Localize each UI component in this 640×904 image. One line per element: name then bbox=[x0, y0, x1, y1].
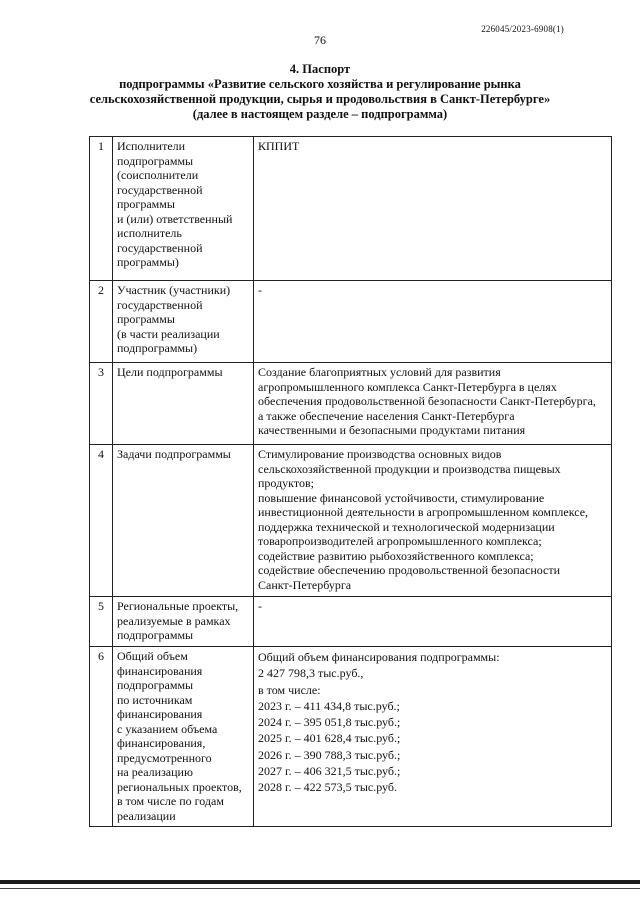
row-label-line: программы bbox=[117, 312, 175, 326]
row-number: 3 bbox=[90, 363, 113, 445]
row-label-line: Цели подпрограммы bbox=[117, 365, 223, 379]
row-value-line: содействие развитию рыбохозяйственного комплекса; bbox=[258, 548, 534, 563]
row-label-line: программы) bbox=[117, 255, 179, 269]
row-label bbox=[113, 445, 254, 597]
row-value-line: Общий объем финансирования подпрограммы: bbox=[258, 650, 500, 664]
row-label-line: региональных проектов, bbox=[117, 779, 242, 794]
row-label-line: подпрограммы bbox=[117, 628, 194, 642]
passport-row bbox=[90, 597, 612, 647]
row-value-line: агропромышленного комплекса Санкт-Петербурга в целях bbox=[258, 379, 557, 394]
row-value-line: в том числе: bbox=[258, 682, 321, 697]
row-label-line: государственной bbox=[117, 297, 203, 312]
row-value-line: Санкт-Петербурга bbox=[258, 577, 352, 592]
row-value-line: - bbox=[258, 599, 262, 613]
row-label-line: реализации bbox=[117, 808, 176, 823]
row-label-line: Общий объем bbox=[117, 649, 188, 663]
row-value-line: 2024 г. – 395 051,8 тыс.руб.; bbox=[258, 715, 401, 730]
row-label-line: государственной bbox=[117, 240, 203, 255]
row-label-line: на реализацию bbox=[117, 765, 193, 779]
passport-row bbox=[90, 137, 612, 281]
row-value-line: Создание благоприятных условий для развития bbox=[258, 365, 501, 379]
row-label bbox=[113, 597, 254, 647]
row-value-line: повышение финансовой устойчивости, стимулирование bbox=[258, 490, 545, 505]
title-line: 4. Паспорт bbox=[289, 62, 351, 76]
passport-row bbox=[90, 445, 612, 597]
row-number: 2 bbox=[90, 281, 113, 363]
row-value bbox=[254, 445, 612, 597]
row-label bbox=[113, 363, 254, 445]
row-value-line: качественными и безопасными продуктами питания bbox=[258, 423, 526, 437]
row-value-line: обеспечения продовольственной безопасности Санкт-Петербурга, bbox=[258, 394, 596, 408]
passport-table-body bbox=[90, 137, 612, 827]
row-value-line: 2 427 798,3 тыс.руб., bbox=[258, 666, 364, 681]
row-label-line: и (или) ответственный bbox=[117, 211, 233, 226]
row-label bbox=[113, 647, 254, 827]
row-value-line: - bbox=[258, 283, 262, 297]
title-line: (далее в настоящем разделе – подпрограмма) bbox=[192, 107, 448, 121]
row-value-line: 2027 г. – 406 321,5 тыс.руб.; bbox=[258, 764, 401, 779]
row-label-line: по источникам bbox=[117, 692, 193, 707]
row-label-line: Региональные проекты, bbox=[117, 599, 239, 613]
row-label-line: финансирования bbox=[117, 707, 203, 721]
row-label-line: Задачи подпрограммы bbox=[117, 447, 231, 461]
row-label-line: финансирования bbox=[117, 663, 203, 678]
row-value-line: 2026 г. – 390 788,3 тыс.руб.; bbox=[258, 747, 401, 762]
row-value-line: поддержка технической и технологической модернизации bbox=[258, 519, 555, 534]
row-label-line: финансирования, bbox=[117, 736, 206, 750]
row-value-line: сельскохозяйственной продукции и производства пищевых bbox=[258, 461, 561, 476]
row-label-line: реализуемые в рамках bbox=[117, 613, 231, 628]
page-bottom-rule-thin bbox=[0, 888, 640, 889]
row-label-line: (соисполнители bbox=[117, 168, 199, 182]
row-label-line: (в части реализации bbox=[117, 326, 220, 341]
row-value-line: а также обеспечение населения Санкт-Петербурга bbox=[258, 408, 515, 423]
row-label-line: подпрограммы) bbox=[117, 341, 198, 355]
row-value-line: товаропроизводителей агропромышленного комплекса; bbox=[258, 534, 542, 548]
section-title bbox=[40, 62, 600, 122]
row-number: 6 bbox=[90, 647, 113, 827]
row-value-line: содействие обеспечению продовольственной безопасности bbox=[258, 563, 561, 577]
row-value bbox=[254, 647, 612, 827]
page-bottom-rule bbox=[0, 880, 640, 884]
row-value-line: инвестиционной деятельности в агропромышленном комплексе, bbox=[258, 505, 589, 519]
passport-table bbox=[89, 136, 612, 827]
row-label-line: государственной bbox=[117, 182, 203, 197]
row-number: 4 bbox=[90, 445, 113, 597]
title-line: подпрограммы «Развитие сельского хозяйства и регулирование рынка bbox=[119, 77, 521, 91]
row-value-line: 2025 г. – 401 628,4 тыс.руб.; bbox=[258, 731, 401, 746]
row-value bbox=[254, 363, 612, 445]
row-value bbox=[254, 137, 612, 281]
row-value-line: КППИТ bbox=[258, 139, 300, 153]
row-label-line: в том числе по годам bbox=[117, 794, 224, 808]
row-value bbox=[254, 597, 612, 647]
row-label-line: подпрограммы bbox=[117, 153, 194, 168]
row-label-line: Исполнители bbox=[117, 139, 186, 153]
row-value-line: Стимулирование производства основных видов bbox=[258, 447, 502, 461]
row-label-line: подпрограммы bbox=[117, 678, 194, 692]
passport-row bbox=[90, 363, 612, 445]
row-value-line: 2023 г. – 411 434,8 тыс.руб.; bbox=[258, 698, 400, 713]
document-number: 226045/2023-6908(1) bbox=[481, 24, 564, 34]
row-number: 5 bbox=[90, 597, 113, 647]
row-label bbox=[113, 281, 254, 363]
passport-row bbox=[90, 647, 612, 827]
row-number: 1 bbox=[90, 137, 113, 281]
row-label-line: предусмотренного bbox=[117, 750, 212, 765]
title-line: сельскохозяйственной продукции, сырья и продовольствия в Санкт-Петербурге» bbox=[89, 92, 551, 106]
row-label-line: программы bbox=[117, 197, 175, 211]
page-number: 76 bbox=[314, 33, 326, 47]
row-label-line: Участник (участники) bbox=[117, 283, 231, 297]
row-label bbox=[113, 137, 254, 281]
row-value-line: 2028 г. – 422 573,5 тыс.руб. bbox=[258, 780, 397, 795]
row-label-line: с указанием объема bbox=[117, 721, 218, 736]
row-label-line: исполнитель bbox=[117, 226, 182, 240]
passport-row bbox=[90, 281, 612, 363]
row-value-line: продуктов; bbox=[258, 476, 314, 490]
row-value bbox=[254, 281, 612, 363]
